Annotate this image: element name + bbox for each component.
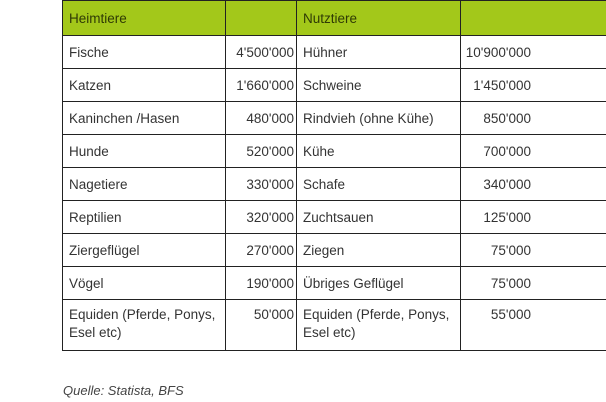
livestock-count-cell: [461, 69, 606, 102]
pet-name: Katzen: [63, 69, 226, 102]
table-row: [63, 300, 606, 351]
source-note: Quelle: Statista, BFS: [63, 383, 184, 398]
livestock-name: Rindvieh (ohne Kühe): [297, 102, 461, 135]
livestock-count-cell: [461, 135, 606, 168]
livestock-count: 55'000: [490, 307, 531, 322]
livestock-name: Zuchtsauen: [297, 201, 461, 234]
livestock-count: 125'000: [483, 209, 531, 225]
table-row: [63, 267, 606, 300]
table-row: [63, 135, 606, 168]
header-pets-count: [226, 1, 297, 36]
pet-name: Hunde: [63, 135, 226, 168]
table-row: [63, 168, 606, 201]
animal-table: [62, 0, 606, 351]
pet-name: Fische: [63, 36, 226, 69]
livestock-count-cell: [461, 234, 606, 267]
livestock-count: 1'450'000: [473, 77, 531, 93]
pet-name: Nagetiere: [63, 168, 226, 201]
livestock-count-cell: [461, 201, 606, 234]
livestock-name: Übriges Geflügel: [297, 267, 461, 300]
livestock-count: 10'900'000: [465, 44, 531, 60]
header-livestock: Nutztiere: [297, 1, 461, 36]
pet-count: 320'000: [226, 201, 297, 234]
pet-count: 270'000: [226, 234, 297, 267]
table-row: [63, 234, 606, 267]
pet-count: 480'000: [226, 102, 297, 135]
pet-count: 190'000: [226, 267, 297, 300]
livestock-count-cell: [461, 168, 606, 201]
livestock-name: Ziegen: [297, 234, 461, 267]
pet-count: 4'500'000: [226, 36, 297, 69]
livestock-count-cell: [461, 36, 606, 69]
livestock-count-cell: [461, 267, 606, 300]
header-pets: Heimtiere: [63, 1, 226, 36]
table-row: [63, 36, 606, 69]
livestock-count: 850'000: [483, 110, 531, 126]
livestock-count: 75'000: [490, 242, 531, 258]
pet-count: 330'000: [226, 168, 297, 201]
livestock-count-cell: [461, 300, 606, 351]
table-row: [63, 102, 606, 135]
livestock-name: Equiden (Pferde, Ponys, Esel etc): [297, 300, 461, 351]
livestock-name: Schafe: [297, 168, 461, 201]
pet-count: 1'660'000: [226, 69, 297, 102]
pet-count: 520'000: [226, 135, 297, 168]
pet-name: Vögel: [63, 267, 226, 300]
livestock-name: Schweine: [297, 69, 461, 102]
pet-name: Reptilien: [63, 201, 226, 234]
table-row: [63, 201, 606, 234]
animal-table-container: [62, 0, 606, 365]
livestock-count: 75'000: [490, 275, 531, 291]
table-row: [63, 69, 606, 102]
pet-name: Kaninchen /Hasen: [63, 102, 226, 135]
pet-count: 50'000: [226, 300, 297, 351]
livestock-count: 700'000: [483, 143, 531, 159]
livestock-name: Hühner: [297, 36, 461, 69]
pet-name: Equiden (Pferde, Ponys, Esel etc): [63, 300, 226, 351]
livestock-name: Kühe: [297, 135, 461, 168]
table-header-row: [63, 1, 606, 36]
header-livestock-count: [461, 1, 606, 36]
livestock-count-cell: [461, 102, 606, 135]
pet-name: Ziergeflügel: [63, 234, 226, 267]
livestock-count: 340'000: [483, 176, 531, 192]
